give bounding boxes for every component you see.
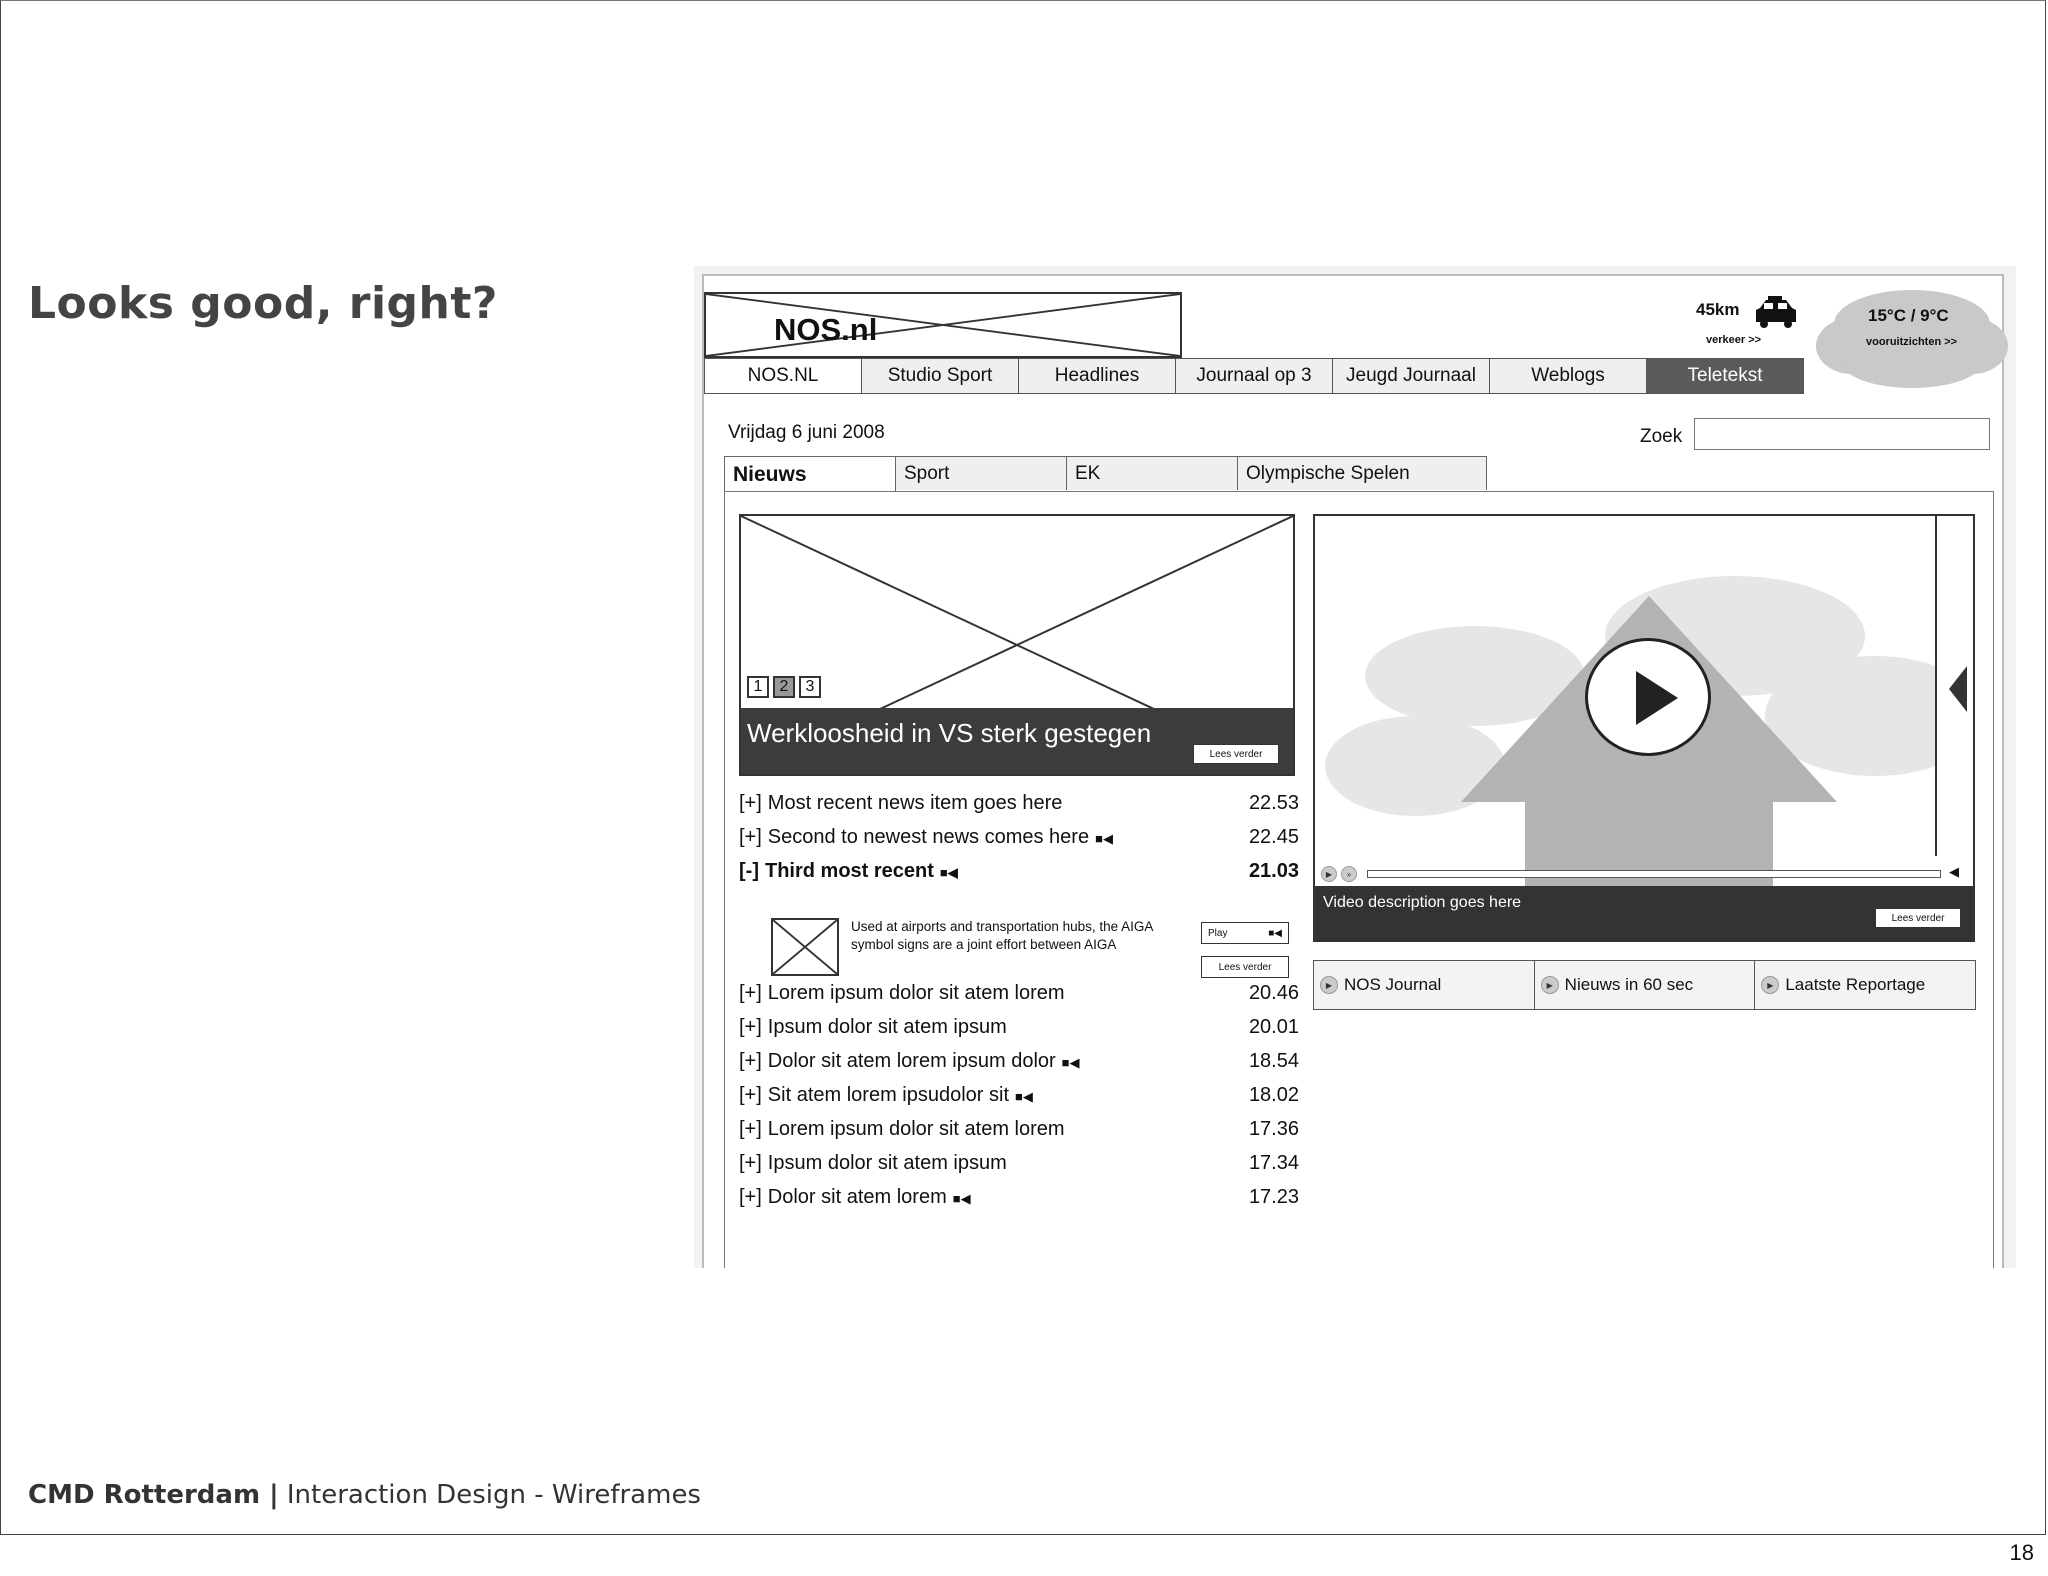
traffic-distance: 45km [1696,300,1740,319]
video-link-label: Nieuws in 60 sec [1564,975,1694,994]
news-item-title[interactable]: Dolor sit atem lorem [767,1185,947,1208]
video-description-bar [1315,886,1973,940]
news-item-title-wrap [768,826,1239,849]
wireframe-screenshot [694,266,2016,1268]
video-link-laatste-reportage[interactable] [1754,960,1976,1010]
video-camera-icon: ■◀ [1015,1088,1033,1104]
video-read-more-button[interactable]: Lees verder [1875,908,1961,928]
news-item-toggle[interactable]: [+] [739,1185,762,1208]
video-link-label: Laatste Reportage [1785,975,1926,994]
video-links [1313,960,1975,1010]
news-item-title[interactable]: Ipsum dolor sit atem ipsum [767,1151,1007,1174]
weather-temperature: 15°C / 9°C [1868,306,1949,325]
expanded-item-thumbnail [771,918,839,976]
site-logo[interactable]: NOS.nl [774,312,878,347]
expanded-item-description: Used at airports and transportation hubs, the AIGA symbol signs are a joint effort between AIGA [851,919,1153,952]
news-item-toggle[interactable]: [-] [739,859,759,882]
news-item-toggle[interactable]: [+] [739,791,762,814]
news-item-time: 17.36 [1248,1117,1299,1140]
video-camera-icon: ■◀ [1095,830,1113,846]
video-progress-bar[interactable] [1367,870,1941,878]
traffic-link[interactable]: verkeer >> [1706,334,1762,346]
news-item-title-wrap [768,1050,1239,1073]
weather-forecast-link[interactable]: vooruitzichten >> [1866,336,1958,348]
search-input[interactable] [1694,418,1990,450]
news-item-title[interactable]: Lorem ipsum dolor sit atem lorem [767,1117,1065,1140]
video-camera-icon: ■◀ [1268,927,1282,939]
nav-item-teletekst[interactable]: Teletekst [1646,358,1804,394]
news-item[interactable] [739,1114,1299,1144]
volume-icon[interactable]: ◀ [1949,864,1959,879]
news-item-time: 18.02 [1248,1083,1299,1106]
tab-sport[interactable]: Sport [895,456,1067,490]
news-item[interactable] [739,978,1299,1008]
nav-item-weblogs[interactable]: Weblogs [1489,358,1647,394]
news-item-title[interactable]: Third most recent [764,859,934,882]
news-item-toggle[interactable]: [+] [739,825,762,848]
wireframe-page [702,274,2004,1268]
nav-item-nos-nl[interactable]: NOS.NL [704,358,862,394]
video-camera-icon: ■◀ [952,1190,971,1206]
headline-caption-bar [741,708,1293,774]
weather-widget[interactable] [1812,284,2012,394]
tab-ek[interactable]: EK [1066,456,1238,490]
play-icon: ▶ [1320,976,1338,994]
video-sidebar-arrow[interactable] [1935,516,1975,856]
footer-course: Interaction Design - Wireframes [286,1480,701,1510]
news-item[interactable] [739,1080,1299,1110]
news-item-time: 17.23 [1248,1185,1299,1208]
news-item[interactable] [739,822,1299,852]
video-camera-icon: ■◀ [939,864,958,880]
news-item-title-wrap [768,1186,1239,1209]
news-item[interactable] [739,856,1299,886]
news-item-toggle[interactable]: [+] [739,1049,762,1072]
news-item-title[interactable]: Sit atem lorem ipsudolor sit [767,1083,1009,1106]
nav-item-studio-sport[interactable]: Studio Sport [861,358,1019,394]
current-date: Vrijdag 6 juni 2008 [728,422,885,443]
news-item[interactable] [739,1148,1299,1178]
news-item-title-wrap [768,982,1239,1005]
news-item-time: 18.54 [1248,1049,1299,1072]
news-item[interactable] [739,1182,1299,1212]
tab-nieuws[interactable]: Nieuws [724,456,896,492]
footer-org: CMD Rotterdam | [28,1480,279,1510]
news-item-title-wrap [768,1016,1239,1039]
video-link-nos-journal[interactable] [1313,960,1535,1010]
news-item[interactable] [739,788,1299,818]
nav-item-jeugd-journaal[interactable]: Jeugd Journaal [1332,358,1490,394]
control-forward-icon[interactable]: » [1341,866,1357,882]
news-item-title-wrap [768,1118,1239,1141]
news-item-title[interactable]: Ipsum dolor sit atem ipsum [767,1015,1007,1038]
news-item-title[interactable]: Most recent news item goes here [767,791,1063,814]
play-button[interactable] [1585,638,1711,756]
headline-title[interactable]: Werkloosheid in VS sterk gestegen [747,718,1152,748]
pager-page-1[interactable]: 1 [747,676,769,698]
video-camera-icon: ■◀ [1061,1054,1080,1070]
section-tabs [724,456,1486,492]
headline-read-more-button[interactable]: Lees verder [1193,744,1279,764]
news-item-toggle[interactable]: [+] [739,1117,762,1140]
news-item-time: 20.01 [1248,1015,1299,1038]
play-icon: ▶ [1761,976,1779,994]
expanded-item-play-button[interactable] [1201,922,1289,944]
traffic-widget[interactable] [1696,294,1816,344]
news-item-toggle[interactable]: [+] [739,981,762,1004]
news-item-toggle[interactable]: [+] [739,1151,762,1174]
news-item[interactable] [739,1012,1299,1042]
news-item-title-wrap [765,860,1239,883]
news-item-time: 22.53 [1248,791,1299,814]
main-nav [704,358,1803,394]
page-number: 18 [2009,1540,2034,1565]
search-label: Zoek [1640,426,1683,447]
video-link-label: NOS Journal [1344,975,1442,994]
news-item-title[interactable]: Dolor sit atem lorem ipsum dolor [767,1049,1056,1072]
news-item-toggle[interactable]: [+] [739,1083,762,1106]
play-button-label: Play [1208,927,1228,939]
video-description: Video description goes here [1323,894,1522,911]
news-item-title-wrap [768,1084,1239,1107]
nav-item-headlines[interactable]: Headlines [1018,358,1176,394]
play-icon: ▶ [1541,976,1559,994]
logo-placeholder [704,292,1182,358]
news-item-time: 22.45 [1248,825,1299,848]
news-item-time: 17.34 [1248,1151,1299,1174]
news-item-title-wrap [768,792,1239,815]
car-icon [1754,294,1798,330]
pager-page-2[interactable]: 2 [773,676,795,698]
headline-pager [747,676,825,698]
slide-title: Looks good, right? [28,278,498,329]
news-item-toggle[interactable]: [+] [739,1015,762,1038]
video-link-nieuws-in-60-sec[interactable] [1534,960,1756,1010]
news-item-title-wrap [768,1152,1239,1175]
news-item-time: 21.03 [1248,859,1299,882]
video-controls[interactable] [1321,866,1971,884]
content-panel [724,491,1994,1268]
tab-olympische-spelen[interactable]: Olympische Spelen [1237,456,1487,490]
pager-page-3[interactable]: 3 [799,676,821,698]
news-item-time: 20.46 [1248,981,1299,1004]
news-item[interactable] [739,1046,1299,1076]
video-player[interactable] [1313,514,1975,942]
slide-footer [28,1480,701,1510]
control-play-icon[interactable]: ▶ [1321,866,1337,882]
expanded-item-read-more-button[interactable]: Lees verder [1201,956,1289,978]
news-list [739,788,1299,1238]
news-item-title[interactable]: Second to newest news comes here [767,825,1090,848]
headline-image-placeholder[interactable] [739,514,1295,776]
news-item-title[interactable]: Lorem ipsum dolor sit atem lorem [767,981,1065,1004]
nav-item-journaal-op-3[interactable]: Journaal op 3 [1175,358,1333,394]
